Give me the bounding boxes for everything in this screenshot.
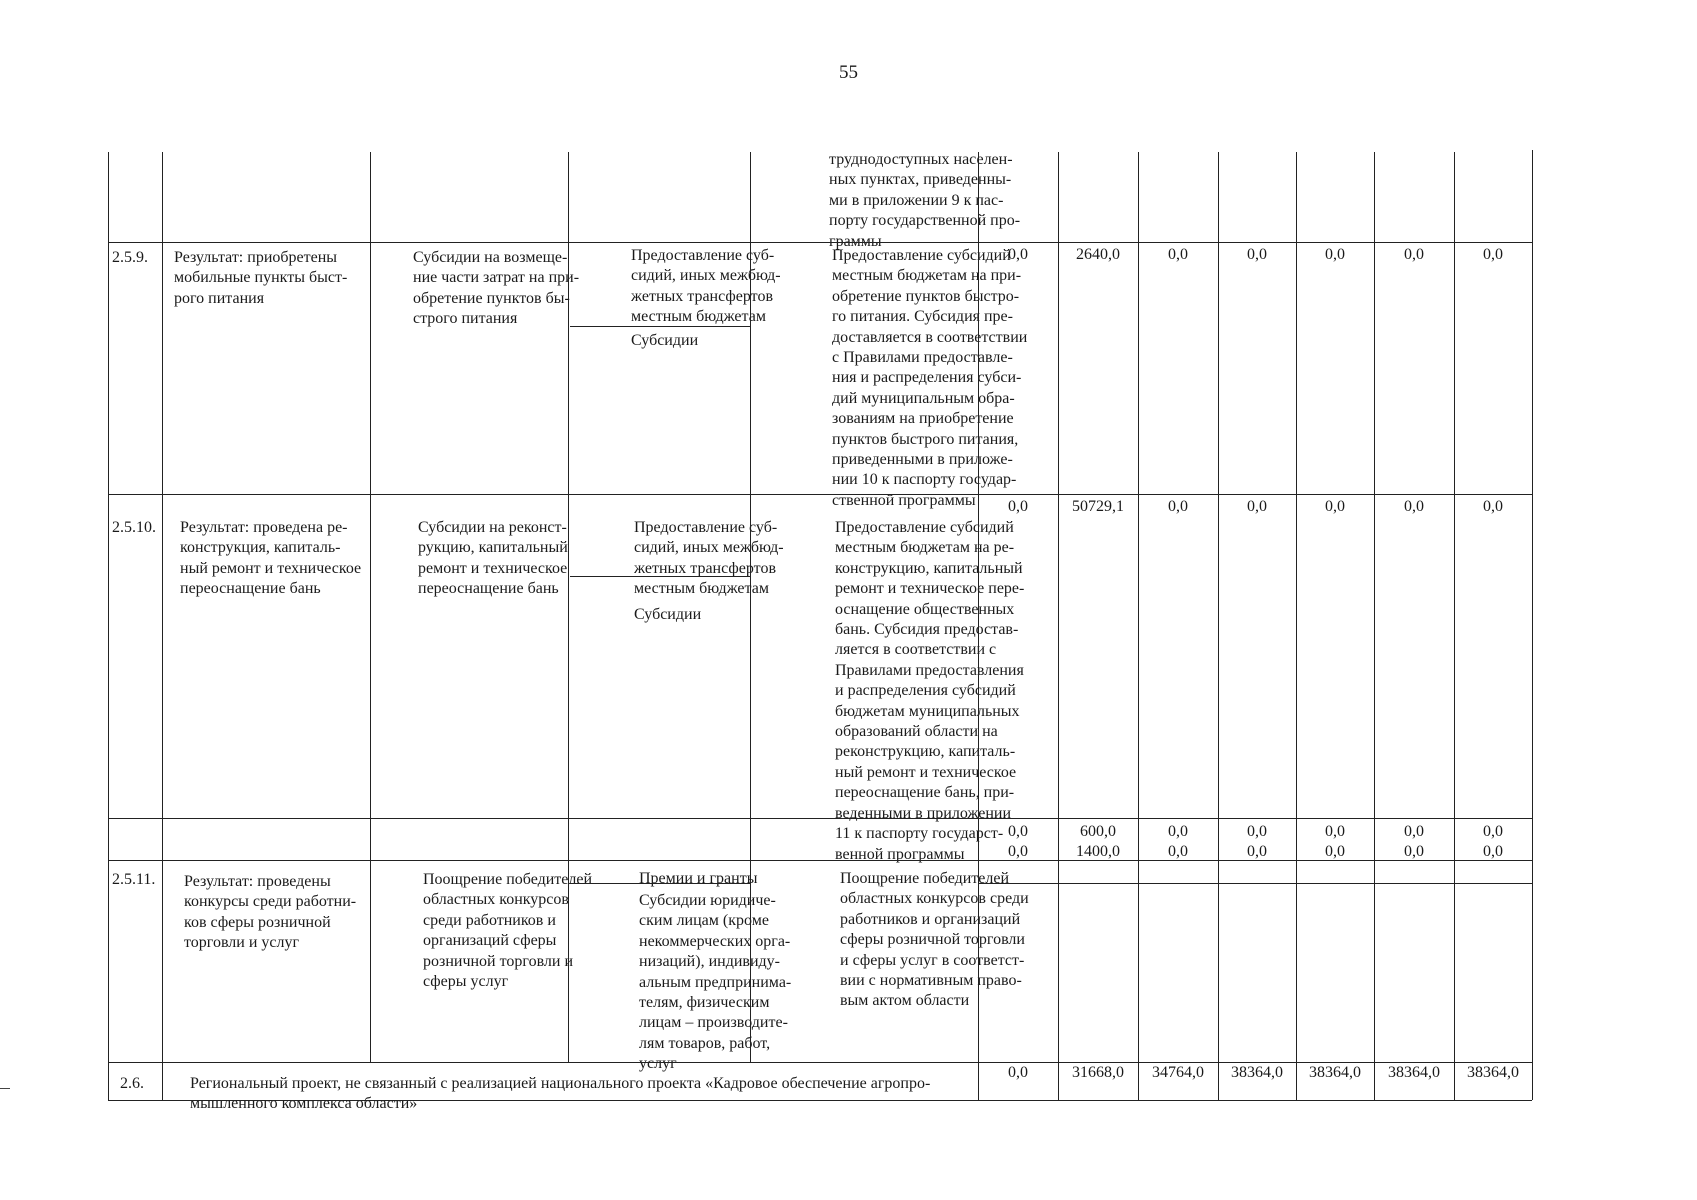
table-vertical-rule — [568, 152, 569, 1062]
row-2-5-11-secondary-value-5: 0,0 — [1325, 843, 1345, 860]
row-description-2-5-11: Поощрение победителей областных конкурсов среди работников и организаций сферы розничной торговли и сферы услуг в соответст- вии с нормативным право- вым актом области — [840, 870, 1029, 1010]
table-horizontal-rule — [570, 576, 750, 577]
row-2-5-11-primary-value-7: 0,0 — [1483, 823, 1503, 840]
table-vertical-rule — [1218, 152, 1219, 1100]
summary-value-6: 38364,0 — [1388, 1064, 1440, 1081]
table-vertical-rule — [1138, 152, 1139, 1100]
row-2-5-10-value-3: 0,0 — [1168, 498, 1188, 515]
table-horizontal-rule — [108, 818, 1532, 819]
row-2-5-9-value-6: 0,0 — [1404, 246, 1424, 263]
table-horizontal-rule — [570, 326, 750, 327]
table-vertical-rule — [1532, 150, 1533, 1100]
row-code-2-5-9: 2.5.9. — [112, 249, 148, 266]
row-type-secondary-2-5-9: Субсидии — [631, 332, 699, 349]
row-expense-2-5-11: Поощрение победителей областных конкурсов среди работников и организаций сферы розничной торговли и сферы услуг — [423, 871, 593, 991]
row-2-5-9-value-5: 0,0 — [1325, 246, 1345, 263]
table-vertical-rule — [162, 152, 163, 1100]
row-2-5-11-primary-value-4: 0,0 — [1247, 823, 1267, 840]
row-description-2-5-10: Предоставление субсидий местным бюджетам на ре- конструкцию, капитальный ремонт и техническое пере- оснащение общественных бань. Субсидия предостав- ляется в соответствии с Правилами предоставления и распределения субсидий бюджетам муниципальных образований области на реконструкцию, капиталь- ный ремонт и техническое переоснащение бань, при- веденными в приложении 11 к паспорту государст- венной программы — [835, 519, 1025, 863]
row-2-5-9-value-7: 0,0 — [1483, 246, 1503, 263]
summary-value-7: 38364,0 — [1467, 1064, 1519, 1081]
row-2-5-10-value-4: 0,0 — [1247, 498, 1267, 515]
summary-value-5: 38364,0 — [1309, 1064, 1361, 1081]
row-code-2-5-10: 2.5.10. — [112, 519, 156, 536]
table-vertical-rule — [1374, 152, 1375, 1100]
row-type-secondary-2-5-10: Субсидии — [634, 606, 702, 623]
row-description-2-5-9: Предоставление субсидий местным бюджетам на при- обретение пунктов быстро- го питания. Субсидия пре- доставляется в соответствии с Правилами предоставле- ния и распределения субси- дий муниципальным обра- зованиям на приобретение пунктов быстрого питания, приведенными в приложе- нии 10 к паспорту государ- ственной программы — [832, 247, 1028, 509]
page-number: 55 — [839, 62, 858, 83]
row-expense-2-5-9: Субсидии на возмеще- ние части затрат на при- обретение пунктов бы- строго питания — [413, 249, 580, 328]
summary-value-3: 34764,0 — [1152, 1064, 1204, 1081]
table-vertical-rule — [370, 152, 371, 1062]
row-2-5-11-secondary-value-6: 0,0 — [1404, 843, 1424, 860]
row-2-5-11-primary-value-2: 600,0 — [1080, 823, 1116, 840]
row-result-2-5-10: Результат: проведена ре- конструкция, капиталь- ный ремонт и техническое переоснащение бань — [180, 519, 362, 598]
row-2-5-10-value-5: 0,0 — [1325, 498, 1345, 515]
row-2-5-10-value-1: 0,0 — [1008, 498, 1028, 515]
row-2-5-11-secondary-value-4: 0,0 — [1247, 843, 1267, 860]
row-2-5-9-value-1: 0,0 — [1008, 246, 1028, 263]
budget-table — [112, 150, 1674, 1150]
continuation-description: труднодоступных населен- ных пунктах, приведенны- ми в приложении 9 к пас- порту государственной про- граммы — [829, 151, 1021, 250]
table-vertical-rule — [1454, 152, 1455, 1100]
table-vertical-rule — [108, 152, 109, 1100]
table-vertical-rule — [1058, 152, 1059, 1100]
row-2-5-11-primary-value-6: 0,0 — [1404, 823, 1424, 840]
row-2-5-10-value-2: 50729,1 — [1072, 498, 1124, 515]
table-horizontal-rule — [108, 242, 1532, 243]
row-type-secondary-2-5-11: Субсидии юридиче- ским лицам (кроме некоммерческих орга- низаций), индивиду- альным предпринима- телям, физическим лицам – производите- лям товаров, работ, услуг — [639, 892, 792, 1073]
summary-value-4: 38364,0 — [1231, 1064, 1283, 1081]
row-result-2-5-11: Результат: проведены конкурсы среди работни- ков сферы розничной торговли и услуг — [184, 873, 357, 952]
table-horizontal-rule — [978, 883, 1532, 884]
table-horizontal-rule — [570, 883, 750, 884]
table-horizontal-rule — [108, 1100, 1532, 1101]
row-2-5-11-secondary-value-2: 1400,0 — [1076, 843, 1120, 860]
row-2-5-11-secondary-value-1: 0,0 — [1008, 843, 1028, 860]
row-2-5-11-secondary-value-7: 0,0 — [1483, 843, 1503, 860]
row-2-5-11-primary-value-5: 0,0 — [1325, 823, 1345, 840]
row-type-primary-2-5-11: Премии и гранты — [639, 870, 758, 887]
summary-value-1: 0,0 — [1008, 1064, 1028, 1081]
table-vertical-rule — [978, 152, 979, 1100]
row-expense-2-5-10: Субсидии на реконст- рукцию, капитальный ремонт и техническое переоснащение бань — [418, 519, 568, 598]
table-vertical-rule — [1296, 152, 1297, 1100]
summary-text: Региональный проект, не связанный с реализацией национального проекта «Кадровое обеспечение агропро- мышленного комплекса области» — [190, 1075, 931, 1113]
row-2-5-9-value-4: 0,0 — [1247, 246, 1267, 263]
table-horizontal-rule — [108, 494, 1532, 495]
summary-value-2: 31668,0 — [1072, 1064, 1124, 1081]
row-2-5-11-secondary-value-3: 0,0 — [1168, 843, 1188, 860]
row-2-5-10-value-6: 0,0 — [1404, 498, 1424, 515]
summary-code: 2.6. — [120, 1075, 144, 1092]
row-2-5-9-value-2: 2640,0 — [1076, 246, 1120, 263]
row-2-5-10-value-7: 0,0 — [1483, 498, 1503, 515]
row-code-2-5-11: 2.5.11. — [112, 871, 156, 888]
row-2-5-9-value-3: 0,0 — [1168, 246, 1188, 263]
row-result-2-5-9: Результат: приобретены мобильные пункты быст- рого питания — [174, 249, 348, 307]
row-type-primary-2-5-10: Предоставление суб- сидий, иных межбюд- жетных трансфертов местным бюджетам — [634, 519, 784, 598]
row-2-5-11-primary-value-1: 0,0 — [1008, 823, 1028, 840]
row-2-5-11-primary-value-3: 0,0 — [1168, 823, 1188, 840]
table-vertical-rule — [750, 152, 751, 1062]
row-type-primary-2-5-9: Предоставление суб- сидий, иных межбюд- жетных трансфертов местным бюджетам — [631, 247, 781, 326]
margin-mark — [0, 1088, 10, 1089]
